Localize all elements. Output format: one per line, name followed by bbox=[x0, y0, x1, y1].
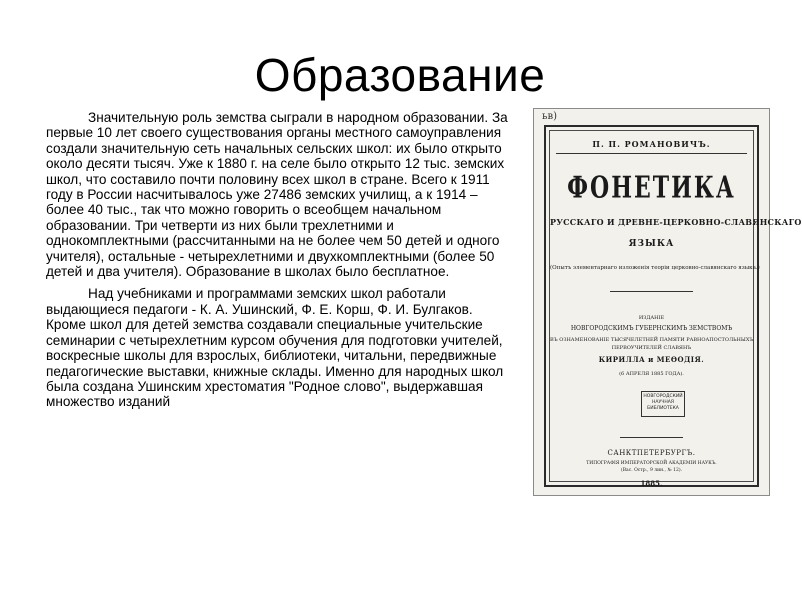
cover-author: П. П. РОМАНОВИЧЪ. bbox=[592, 139, 711, 149]
cover-subtitle-2: ЯЗЫКА bbox=[628, 239, 675, 249]
cover-names: КИРИЛЛА и МЕѲОДІЯ. bbox=[598, 355, 705, 364]
cover-printer-1: ТИПОГРАФІЯ ИМПЕРАТОРСКОЙ АКАДЕМІИ НАУКЪ. bbox=[586, 461, 717, 466]
slide-title: Образование bbox=[254, 49, 546, 101]
cover-subtitle-1: РУССКАГО И ДРЕВНЕ-ЦЕРКОВНО-СЛАВЯНСКАГО bbox=[550, 217, 802, 227]
cover-frame-inner bbox=[549, 130, 802, 488]
cover-small-1: ИЗДАНІЕ bbox=[638, 315, 665, 321]
cover-rule-bottom bbox=[620, 437, 683, 438]
cover-note: (Опытъ элементарнаго изложенія теоріи церковно-славянскаго языка.) bbox=[550, 265, 760, 271]
cover-rule-mid bbox=[610, 291, 693, 292]
cover-rule-top bbox=[556, 153, 747, 154]
book-cover-image bbox=[533, 108, 802, 496]
cover-city: САНКТПЕТЕРБУРГЪ. bbox=[607, 449, 696, 457]
slide-body bbox=[46, 110, 508, 417]
library-stamp: НОВГОРОДСКИЙ НАУЧНАЯ БИБЛИОТЕКА bbox=[641, 391, 685, 417]
cover-frame bbox=[544, 125, 802, 488]
cover-date: (6 АПРЕЛЯ 1885 ГОДА). bbox=[619, 371, 684, 377]
cover-small-3: ВЪ ОЗНАМЕНОВАНІЕ ТЫСЯЧЕЛЕТНЕЙ ПАМЯТИ РАВНОАПОСТОЛЬНЫХЪ bbox=[550, 337, 754, 343]
cover-small-4: ПЕРВОУЧИТЕЛЕЙ СЛАВЯНЪ bbox=[611, 345, 692, 351]
cover-corner-mark: ьв) bbox=[542, 111, 557, 122]
cover-printer-2: (Вас. Остр., 9 лин., № 12). bbox=[620, 468, 683, 473]
paragraph-textbooks: Над учебниками и программами земских школ работали выдающиеся педагоги - К. А. Ушинский, Ф. Е. Корш, Ф. И. Булгаков. Кроме школ для детей земства создавали специальные учительские семинарии с четырехлетним курсом обучения для подготовки учителей, воскресные школы для взрослых, библиотеки, читальни, передвижные педагогические выставки, книжные склады. Именно для народных школ была создана Ушинским хрестоматия "Родное слово", выдержавшая множество изданий bbox=[46, 286, 504, 410]
cover-year: 1885. bbox=[640, 479, 663, 488]
paragraph-zemstvo-education: Значительную роль земства сыграли в народном образовании. За первые 10 лет своего существования органы местного самоуправления создали значительную сеть начальных сельских школ: их было открыто около десяти тысяч. Уже к 1880 г. на селе было открыто 12 тыс. земских школ, что составило почти половину всех школ в стране. Всего к 1911 году в России насчитывалось уже 27486 земских училищ, а к 1914 – более 40 тыс., так что можно говорить о всеобщем начальном образовании. Три четверти из них были трехлетними и однокомплектными (рассчитанными на не более чем 50 детей и одного учителя), остальные - четырехлетними и двухкомплектными (более 50 детей и два учителя). Образование в школах было бесплатное. bbox=[46, 110, 508, 280]
cover-small-2: НОВГОРОДСКИМЪ ГУБЕРНСКИМЪ ЗЕМСТВОМЪ bbox=[570, 325, 733, 332]
cover-main-title: ФОНЕТИКА bbox=[567, 170, 736, 206]
